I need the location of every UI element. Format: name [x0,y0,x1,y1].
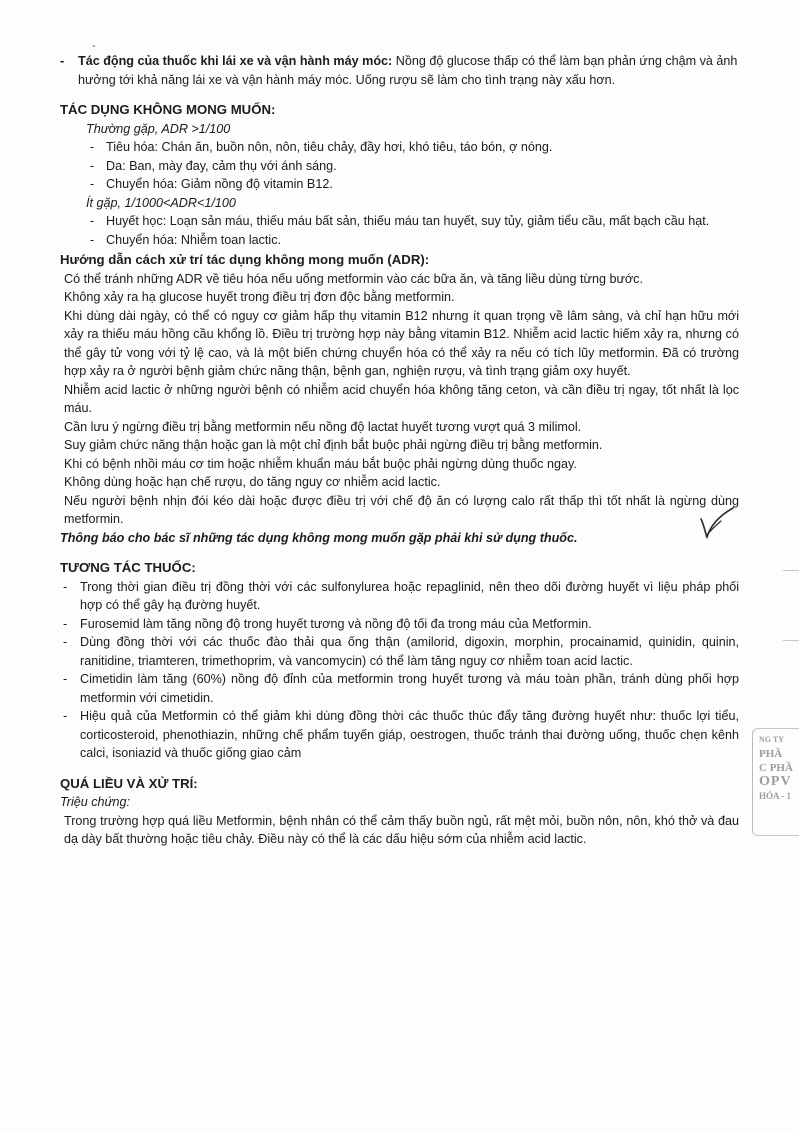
adr-guide-body [60,270,739,529]
common-frequency-label: Thường gặp, ADR >1/100 [86,121,231,136]
company-stamp-fragment [752,728,799,836]
paragraph: Khi có bệnh nhồi máu cơ tim hoặc nhiễm khuẩn máu bắt buộc phải ngừng dùng thuốc ngay. [64,456,577,471]
scan-edge-line [783,640,799,641]
list-item: - Trong thời gian điều trị đồng thời với các sulfonylurea hoặc repaglinid, nên theo dõi đường huyết vì liệu pháp phối hợp có thể gây hạ đường huyết. [60,578,739,615]
list-item: - Furosemid làm tăng nồng độ trong huyết tương và nồng độ tối đa trong máu của Metformin. [60,615,739,634]
stamp-line: PHẦ [759,748,783,760]
list-item: - Chuyển hóa: Giảm nồng độ vitamin B12. [60,175,739,194]
rare-frequency-label: Ít gặp, 1/1000<ADR<1/100 [86,195,236,210]
stamp-line: OPV [759,774,792,789]
paragraph: Có thể tránh những ADR về tiêu hóa nếu uống metformin vào các bữa ăn, và tăng liều dùng từng bước. [64,271,643,286]
scan-mark: - [92,40,96,52]
list-item: - Dùng đồng thời với các thuốc đào thải qua ống thận (amilorid, digoxin, morphin, procainamid, quinidin, quinin, ranitidine, triamteren, trimethoprim, và vancomycin) có thể làm tăng nguy cơ nhiễm toan acid lactic. [60,633,739,670]
list-item: - Chuyển hóa: Nhiễm toan lactic. [60,231,739,250]
stamp-line: HÓA - 1 [759,791,792,801]
stamp-line: NG TY [759,735,784,744]
driving-section [60,52,739,89]
rare-effects-list [60,212,739,249]
paragraph: Cần lưu ý ngừng điều trị bằng metformin nếu nồng độ lactat huyết tương vượt quá 3 milimol. [64,419,582,434]
list-item: - Huyết học: Loạn sản máu, thiếu máu bất sản, thiếu máu tan huyết, suy tủy, giảm tiểu cầu, mất bạch cầu hạt. [60,212,739,231]
overdose-heading: QUÁ LIỀU VÀ XỬ TRÍ: [60,775,198,791]
common-effects-list [60,138,739,194]
interactions-list [60,578,739,763]
stamp-line: C PHẦ [759,762,793,774]
symptoms-text: Trong trường hợp quá liều Metformin, bệnh nhân có thể cảm thấy buồn ngủ, rất mệt mỏi, buồn nôn, nôn, khó thở và đau dạ dày bất thường hoặc tiêu chảy. Điều này có thể là các dấu hiệu sớm của nhiễm acid lactic. [64,813,739,846]
paragraph: Nhiễm acid lactic ở những người bệnh có nhiễm acid chuyển hóa không tăng ceton, và cần điều trị ngay, tốt nhất là lọc máu. [64,382,739,415]
paragraph: Suy giảm chức năng thận hoặc gan là một chỉ định bắt buộc phải ngừng điều trị bằng metformin. [64,438,603,452]
adverse-effects-heading: TÁC DỤNG KHÔNG MONG MUỐN: [60,102,276,117]
adr-guide-heading: Hướng dẫn cách xử trí tác dụng không mong muốn (ADR): [60,252,430,267]
paragraph: Khi dùng dài ngày, có thể có nguy cơ giảm hấp thụ vitamin B12 nhưng ít quan trọng về lâm sàng, và chỉ hạn hữu mới xảy ra thiếu máu hồng cầu khổng lồ. Điều trị trường hợp này bằng vitamin B12. Nhiễm acid lactic hiếm xảy ra, nhưng có thể gây tử vong với tỷ lệ cao, và là một biến chứng chuyển hóa có thể xảy ra nếu có tích lũy metformin. Đã có trường hợp xảy ra ở người bệnh giảm chức năng thận, bệnh gan, nghiện rượu, và tình trạng giảm oxy huyết. [64,308,739,378]
list-item: - Cimetidin làm tăng (60%) nồng độ đỉnh của metformin trong huyết tương và máu toàn phần, tránh dùng phối hợp metformin với cimetidin. [60,670,739,707]
paragraph: Nếu người bệnh nhịn đói kéo dài hoặc được điều trị với chế độ ăn có lượng calo rất thấp thì tốt nhất là ngừng dùng metformin. [64,493,739,526]
list-item: - Hiệu quả của Metformin có thể giảm khi dùng đồng thời các thuốc thúc đẩy tăng đường huyết như: thuốc lợi tiểu, corticosteroid, phenothiazin, những chế phẩm tuyến giáp, oestrogen, thuốc tránh thai đường uống, thuốc chẹn kênh calci, isoniazid và thuốc giống giao cảm [60,707,739,763]
driving-text: Nồng độ glucose thấp có thể làm bạn phản ứng chậm và ảnh hưởng tới khả năng lái xe và vận hành máy móc. Uống rượu sẽ làm cho tình trạng này xấu hơn. [78,54,738,87]
list-item: - Tiêu hóa: Chán ăn, buồn nôn, nôn, tiêu chảy, đầy hơi, khó tiêu, táo bón, ợ nóng. [60,138,739,157]
list-item: - Da: Ban, mày đay, cảm thụ với ánh sáng. [60,157,739,176]
handwritten-check-icon [695,505,739,541]
symptoms-label: Triệu chứng: [60,795,131,809]
interactions-heading: TƯƠNG TÁC THUỐC: [60,560,196,575]
driving-title: Tác động của thuốc khi lái xe và vận hành máy móc: [78,54,393,68]
scan-edge-line [783,570,799,571]
doctor-notice: Thông báo cho bác sĩ những tác dụng không mong muốn gặp phải khi sử dụng thuốc. [60,530,578,545]
paragraph: Không dùng hoặc hạn chế rượu, do tăng nguy cơ nhiễm acid lactic. [64,475,441,489]
driving-item [60,52,739,89]
paragraph: Không xảy ra hạ glucose huyết trong điều trị đơn độc bằng metformin. [64,290,455,304]
